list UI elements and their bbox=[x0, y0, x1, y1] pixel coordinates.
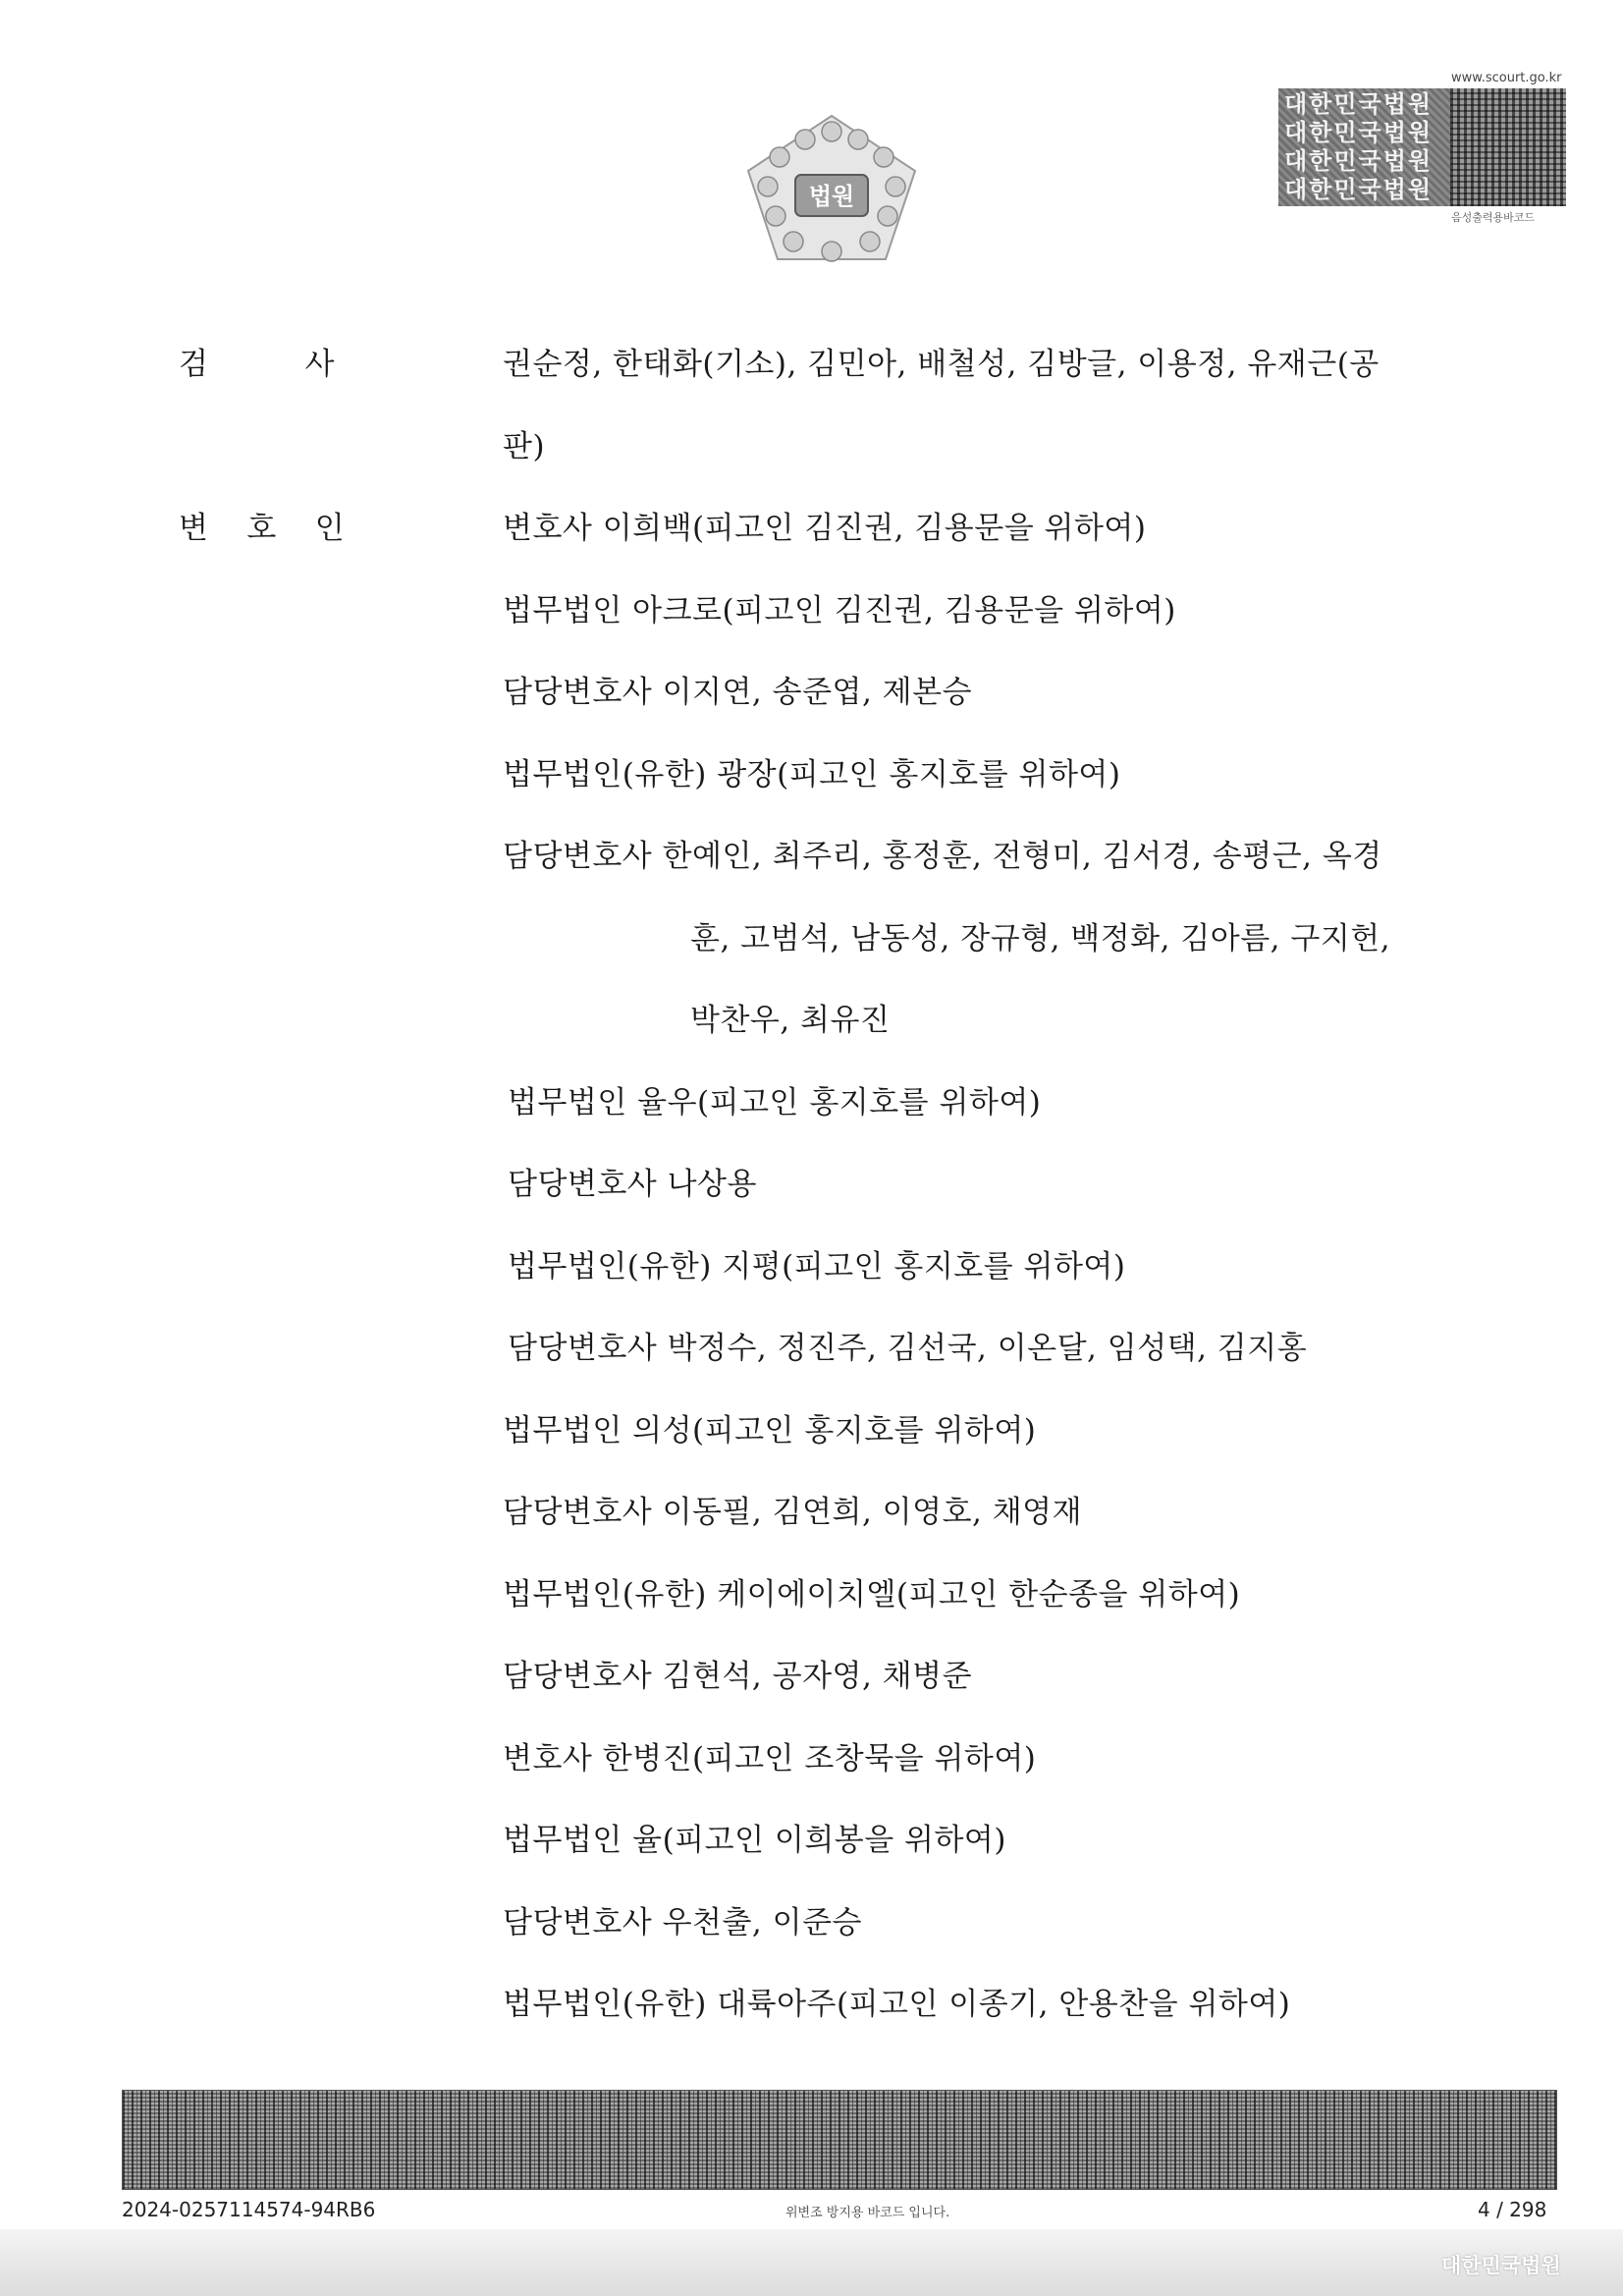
stamp-line: 대한민국법원 bbox=[1284, 147, 1434, 175]
court-emblem-icon bbox=[738, 110, 925, 267]
bottom-watermark-text: 대한민국법원 bbox=[1441, 2254, 1561, 2277]
counsel-line: 법무법인(유한) 대륙아주(피고인 이종기, 안용찬을 위하여) bbox=[503, 1987, 1291, 2022]
qr-barcode-icon bbox=[1450, 88, 1566, 206]
barcode-note: 위변조 방지용 바코드 입니다. bbox=[785, 2206, 950, 2220]
counsel-line: 담당변호사 우천출, 이준승 bbox=[503, 1905, 862, 1941]
counsel-line: 법무법인(유한) 광장(피고인 홍지호를 위하여) bbox=[503, 757, 1121, 793]
counsel-line: 담당변호사 이지연, 송준엽, 제본승 bbox=[503, 675, 973, 710]
prosecutor-label: 검 사 bbox=[179, 347, 335, 382]
stamp-line: 대한민국법원 bbox=[1284, 119, 1434, 146]
counsel-line: 담당변호사 박정수, 정진주, 김선국, 이온달, 임성택, 김지홍 bbox=[508, 1331, 1308, 1366]
emblem-label: 법원 bbox=[808, 183, 855, 210]
counsel-line: 담당변호사 이동필, 김연희, 이영호, 채영재 bbox=[503, 1495, 1083, 1530]
stamp-url: www.scourt.go.kr bbox=[1451, 71, 1562, 85]
defense-counsel-label: 변 호 인 bbox=[179, 511, 345, 546]
counsel-line-cont: 박찬우, 최유진 bbox=[690, 1003, 891, 1038]
prosecutor-names: 권순정, 한태화(기소), 김민아, 배철성, 김방글, 이용정, 유재근(공 bbox=[503, 347, 1380, 382]
counsel-line: 법무법인(유한) 케이에이치엘(피고인 한순종을 위하여) bbox=[503, 1577, 1241, 1613]
counsel-line: 담당변호사 나상용 bbox=[508, 1167, 757, 1202]
counsel-line: 담당변호사 김현석, 공자영, 채병준 bbox=[503, 1659, 973, 1694]
counsel-line-cont: 훈, 고범석, 남동성, 장규형, 백정화, 김아름, 구지헌, bbox=[690, 921, 1391, 957]
prosecutor-names-cont: 판) bbox=[503, 429, 546, 465]
counsel-line: 법무법인 의성(피고인 홍지호를 위하여) bbox=[503, 1413, 1037, 1449]
counsel-line: 변호사 한병진(피고인 조창묵을 위하여) bbox=[503, 1741, 1037, 1777]
stamp-line: 대한민국법원 bbox=[1284, 176, 1434, 203]
page-number: 4 / 298 bbox=[1478, 2198, 1547, 2221]
bottom-watermark-strip bbox=[0, 2229, 1623, 2296]
counsel-line: 법무법인 율(피고인 이희봉을 위하여) bbox=[503, 1823, 1006, 1858]
counsel-line: 담당변호사 한예인, 최주리, 홍정훈, 전형미, 김서경, 송평근, 옥경 bbox=[503, 839, 1382, 874]
anti-forgery-barcode-icon bbox=[122, 2090, 1557, 2190]
document-id: 2024-0257114574-94RB6 bbox=[122, 2198, 376, 2221]
qr-caption: 음성출력용바코드 bbox=[1451, 211, 1536, 224]
court-stamp bbox=[1278, 88, 1450, 206]
counsel-line: 변호사 이희백(피고인 김진권, 김용문을 위하여) bbox=[503, 511, 1147, 546]
counsel-line: 법무법인 율우(피고인 홍지호를 위하여) bbox=[508, 1085, 1042, 1121]
counsel-line: 법무법인 아크로(피고인 김진권, 김용문을 위하여) bbox=[503, 593, 1176, 629]
stamp-line: 대한민국법원 bbox=[1284, 90, 1434, 118]
counsel-line: 법무법인(유한) 지평(피고인 홍지호를 위하여) bbox=[508, 1249, 1126, 1285]
